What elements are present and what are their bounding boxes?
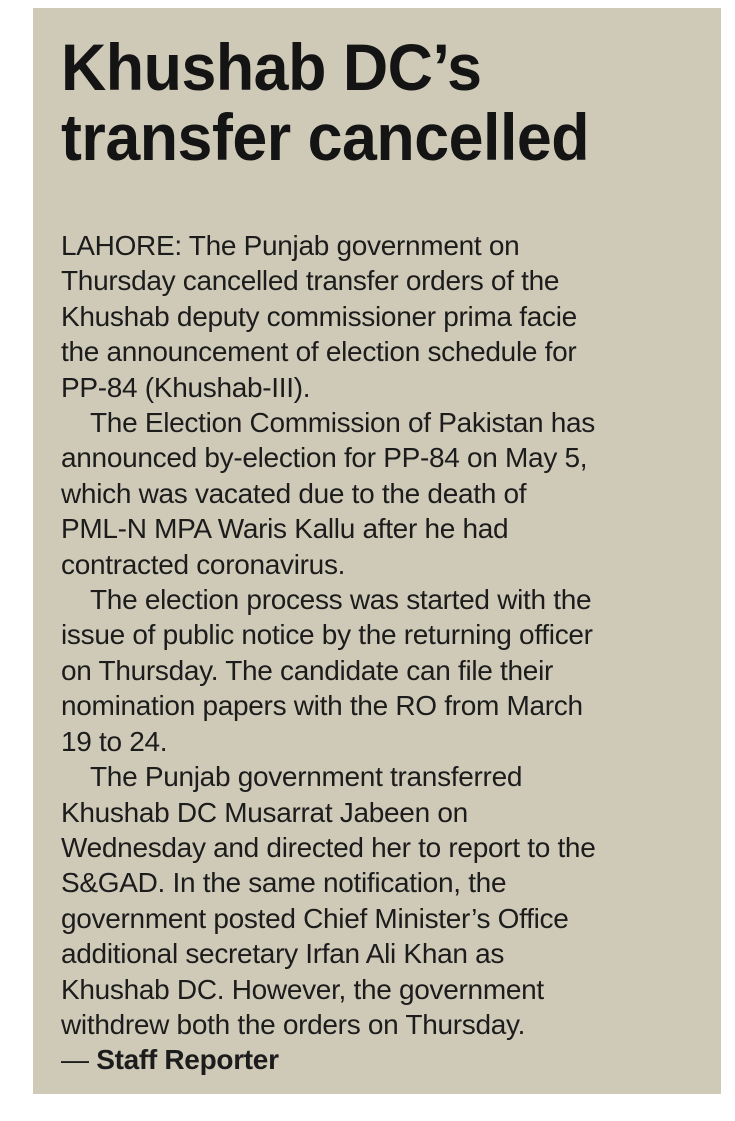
- body-line: LAHORE: The Punjab government on: [61, 230, 520, 261]
- body-line: Khushab DC Musarrat Jabeen on: [61, 796, 468, 828]
- body-line: PML-N MPA Waris Kallu after he had: [61, 513, 509, 545]
- body-line: S&GAD. In the same notification, the: [61, 867, 507, 899]
- byline-reporter: Staff Reporter: [96, 1044, 279, 1076]
- body-line: Thursday cancelled transfer orders of the: [61, 265, 560, 297]
- body-line: nomination papers with the RO from March: [61, 690, 583, 722]
- body-line: government posted Chief Minister’s Office: [61, 902, 569, 934]
- byline: [61, 1042, 701, 1077]
- headline: [61, 32, 669, 172]
- newspaper-clipping: [33, 8, 721, 1094]
- body-line: which was vacated due to the death of: [61, 477, 527, 509]
- body-line: withdrew both the orders on Thursday.: [61, 1008, 526, 1040]
- body-line: The Punjab government transferred: [90, 761, 523, 793]
- article-body: [61, 228, 701, 1078]
- body-line: issue of public notice by the returning officer: [61, 619, 593, 651]
- headline-line-1: Khushab DC’s: [61, 30, 482, 104]
- body-line: on Thursday. The candidate can file their: [61, 654, 554, 686]
- body-line: The Election Commission of Pakistan has: [90, 407, 595, 439]
- body-line: Wednesday and directed her to report to the: [61, 831, 596, 863]
- body-line: the announcement of election schedule for: [61, 336, 577, 368]
- body-line: PP-84 (Khushab-III).: [61, 371, 311, 403]
- body-line: 19 to 24.: [61, 725, 168, 757]
- byline-dash: —: [61, 1044, 89, 1076]
- body-line: announced by-election for PP-84 on May 5,: [61, 442, 588, 474]
- body-line: additional secretary Irfan Ali Khan as: [61, 938, 505, 970]
- body-line: The election process was started with the: [90, 584, 592, 616]
- body-line: contracted coronavirus.: [61, 548, 346, 580]
- body-line: Khushab DC. However, the government: [61, 973, 544, 1005]
- headline-line-2: transfer cancelled: [61, 100, 590, 174]
- body-line: Khushab deputy commissioner prima facie: [61, 300, 577, 332]
